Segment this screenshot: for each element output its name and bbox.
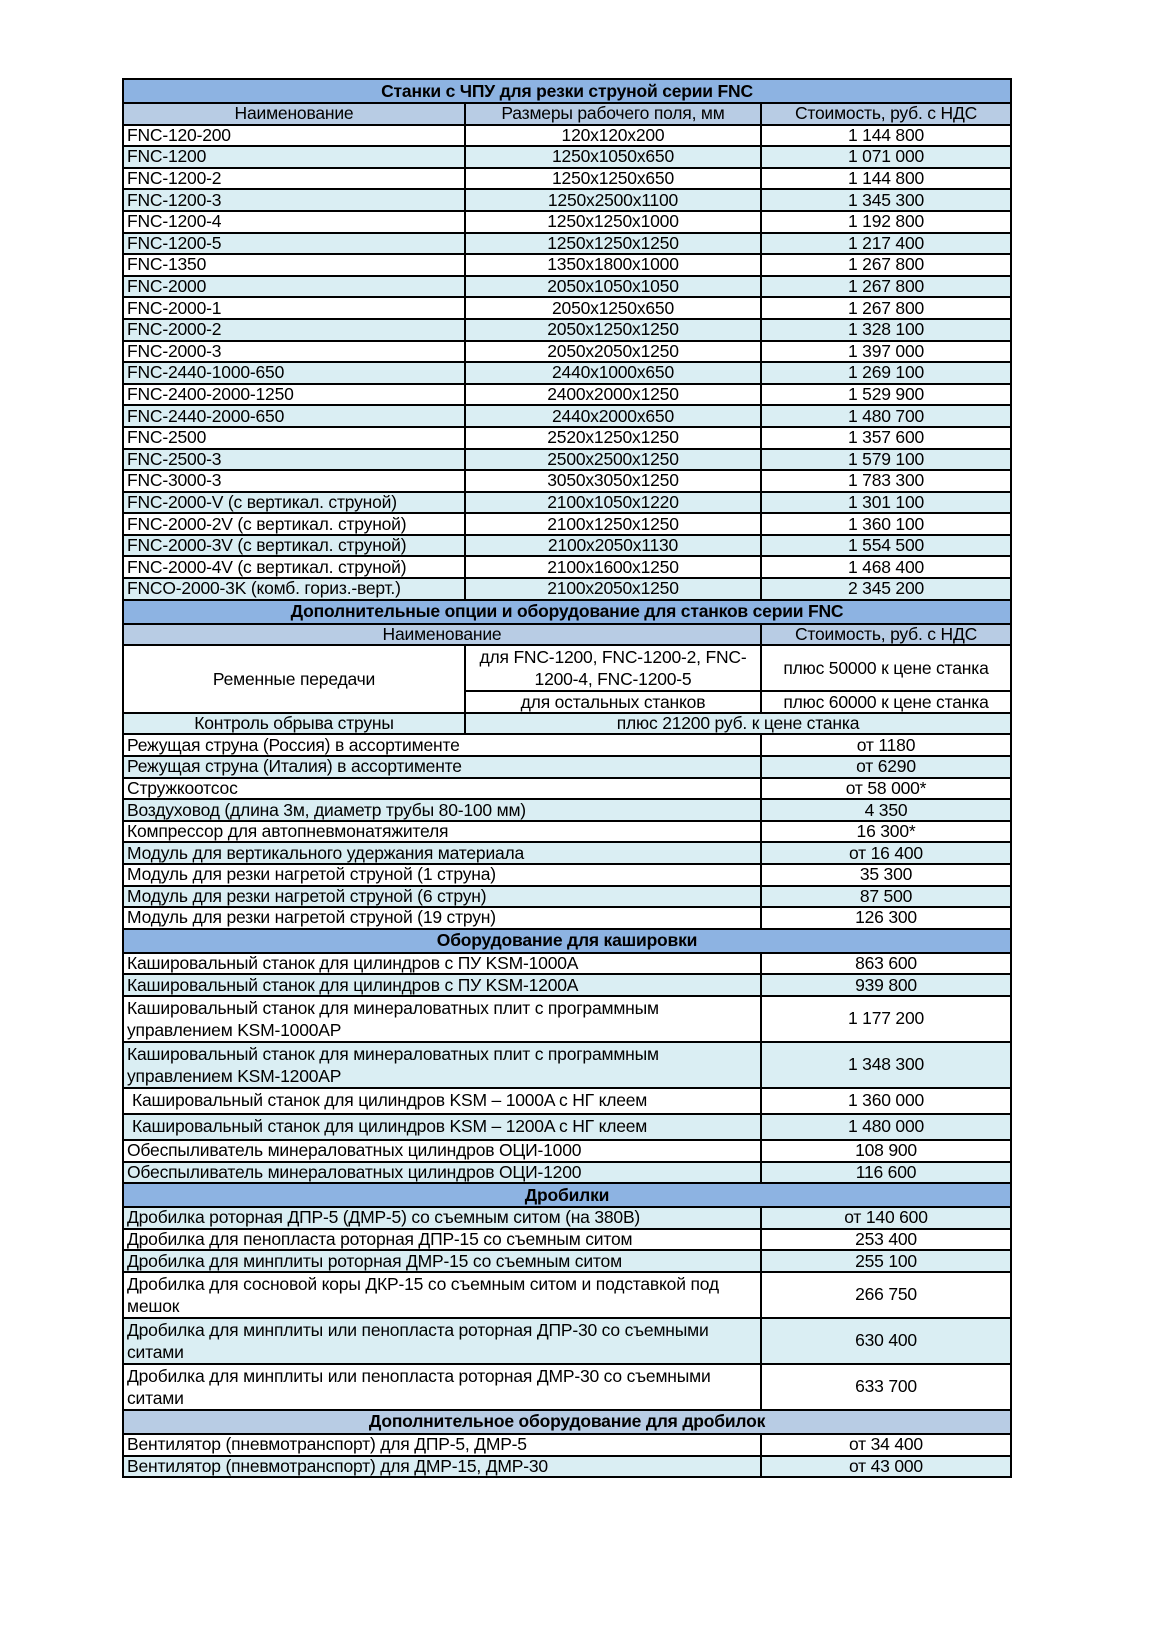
price: от 43 000 <box>761 1456 1011 1478</box>
price: 939 800 <box>761 974 1011 996</box>
price: 1 480 700 <box>761 405 1011 427</box>
price: 1 360 100 <box>761 513 1011 535</box>
price: 1 529 900 <box>761 384 1011 406</box>
price: 1 269 100 <box>761 362 1011 384</box>
column-header-size: Размеры рабочего поля, мм <box>465 103 761 125</box>
machine-name: FNC-2000-4V (с вертикал. струной) <box>123 556 465 578</box>
price: 108 900 <box>761 1140 1011 1162</box>
table-row <box>123 1140 1011 1162</box>
table-row <box>123 189 1011 211</box>
table-row <box>123 405 1011 427</box>
table-row <box>123 449 1011 471</box>
table-row <box>123 1250 1011 1272</box>
machine-name: FNC-2440-1000-650 <box>123 362 465 384</box>
price: 1 554 500 <box>761 535 1011 557</box>
table-row <box>123 233 1011 255</box>
machine-name: FNC-2400-2000-1250 <box>123 384 465 406</box>
price: 87 500 <box>761 886 1011 908</box>
price-list-sheet <box>122 78 1010 1478</box>
item-name: Обеспыливатель минераловатных цилиндров ОЦИ-1200 <box>123 1162 761 1184</box>
table-row <box>123 168 1011 190</box>
table-row <box>123 756 1011 778</box>
section-title: Дополнительные опции и оборудование для станков серии FNC <box>123 600 1011 624</box>
table-row <box>123 1162 1011 1184</box>
work-area-size: 2500x2500x1250 <box>465 449 761 471</box>
item-name: Модуль для резки нагретой струной (6 струн) <box>123 886 761 908</box>
item-name: Режущая струна (Россия) в ассортименте <box>123 734 761 756</box>
item-name: Дробилка для сосновой коры ДКР-15 со съемным ситом и подставкой под мешок <box>123 1272 761 1318</box>
machine-name: FNC-2000 <box>123 276 465 298</box>
section-title: Станки с ЧПУ для резки струной серии FNC <box>123 79 1011 103</box>
price: 4 350 <box>761 799 1011 821</box>
price: 1 783 300 <box>761 470 1011 492</box>
price: 1 217 400 <box>761 233 1011 255</box>
item-name: Режущая струна (Италия) в ассортименте <box>123 756 761 778</box>
table-row <box>123 125 1011 147</box>
section-header-crusher-extras <box>123 1410 1011 1434</box>
table-row <box>123 1456 1011 1478</box>
work-area-size: 2050x1250x650 <box>465 297 761 319</box>
table-row <box>123 799 1011 821</box>
item-name: Кашировальный станок для цилиндров KSM – 1000A с НГ клеем <box>123 1088 761 1114</box>
price: 633 700 <box>761 1364 1011 1410</box>
price: 1 480 000 <box>761 1114 1011 1140</box>
price: 253 400 <box>761 1229 1011 1251</box>
machine-name: FNC-2000-V (с вертикал. струной) <box>123 492 465 514</box>
price: 1 360 000 <box>761 1088 1011 1114</box>
price: 1 144 800 <box>761 168 1011 190</box>
price: 126 300 <box>761 907 1011 929</box>
table-row <box>123 254 1011 276</box>
table-row <box>123 907 1011 929</box>
price: 16 300* <box>761 821 1011 843</box>
machine-name: FNC-2500 <box>123 427 465 449</box>
work-area-size: 2100x1600x1250 <box>465 556 761 578</box>
price: 35 300 <box>761 864 1011 886</box>
table-row <box>123 297 1011 319</box>
price: 863 600 <box>761 953 1011 975</box>
work-area-size: 2050x1250x1250 <box>465 319 761 341</box>
item-name: Дробилка роторная ДПР-5 (ДМР-5) со съемным ситом (на 380В) <box>123 1207 761 1229</box>
belt-drive-applies-to: для остальных станков <box>465 691 761 713</box>
work-area-size: 2050x2050x1250 <box>465 341 761 363</box>
price: 1 071 000 <box>761 146 1011 168</box>
machine-name: FNC-1200-3 <box>123 189 465 211</box>
item-name: Кашировальный станок для цилиндров KSM – 1200A с НГ клеем <box>123 1114 761 1140</box>
item-name: Воздуховод (длина 3м, диаметр трубы 80-100 мм) <box>123 799 761 821</box>
table-row <box>123 211 1011 233</box>
item-name: Модуль для вертикального удержания материала <box>123 842 761 864</box>
price: 1 357 600 <box>761 427 1011 449</box>
table-row <box>123 842 1011 864</box>
price: от 6290 <box>761 756 1011 778</box>
machine-name: FNC-3000-3 <box>123 470 465 492</box>
machine-name: FNC-2000-2 <box>123 319 465 341</box>
machine-name: FNC-1200-4 <box>123 211 465 233</box>
work-area-size: 2440x1000x650 <box>465 362 761 384</box>
table-row <box>123 1114 1011 1140</box>
table-row <box>123 734 1011 756</box>
price: 1 348 300 <box>761 1042 1011 1088</box>
machine-name: FNC-2000-2V (с вертикал. струной) <box>123 513 465 535</box>
machine-name: FNC-1200 <box>123 146 465 168</box>
price: 2 345 200 <box>761 578 1011 600</box>
item-name: Стружкоотсос <box>123 778 761 800</box>
price: 1 267 800 <box>761 297 1011 319</box>
item-name: Дробилка для минплиты роторная ДМР-15 со съемным ситом <box>123 1250 761 1272</box>
table-row <box>123 427 1011 449</box>
table-row <box>123 864 1011 886</box>
price: 1 301 100 <box>761 492 1011 514</box>
belt-drive-applies-to: для FNC-1200, FNC-1200-2, FNC-1200-4, FNC-1200-5 <box>465 645 761 691</box>
table-row <box>123 1272 1011 1318</box>
work-area-size: 1350x1800x1000 <box>465 254 761 276</box>
machine-name: FNC-2000-1 <box>123 297 465 319</box>
machine-name: FNC-120-200 <box>123 125 465 147</box>
item-name: Модуль для резки нагретой струной (19 струн) <box>123 907 761 929</box>
table-row <box>123 1434 1011 1456</box>
work-area-size: 1250x2500x1100 <box>465 189 761 211</box>
item-name: Дробилка для минплиты или пенопласта роторная ДПР-30 со съемными ситами <box>123 1318 761 1364</box>
table-row <box>123 535 1011 557</box>
work-area-size: 2100x1250x1250 <box>465 513 761 535</box>
table-row <box>123 146 1011 168</box>
belt-drive-name: Ременные передачи <box>123 645 465 713</box>
item-name: Вентилятор (пневмотранспорт) для ДМР-15, ДМР-30 <box>123 1456 761 1478</box>
section-header-fnc <box>123 79 1011 103</box>
table-row <box>123 974 1011 996</box>
item-name: Обеспыливатель минераловатных цилиндров ОЦИ-1000 <box>123 1140 761 1162</box>
work-area-size: 2400x2000x1250 <box>465 384 761 406</box>
table-row <box>123 276 1011 298</box>
price: 266 750 <box>761 1272 1011 1318</box>
table-row <box>123 1364 1011 1410</box>
table-row <box>123 886 1011 908</box>
price-table <box>122 78 1012 1478</box>
table-row <box>123 1207 1011 1229</box>
table-row <box>123 578 1011 600</box>
table-row <box>123 362 1011 384</box>
machine-name: FNC-2500-3 <box>123 449 465 471</box>
item-name: Дробилка для минплиты или пенопласта роторная ДМР-30 со съемными ситами <box>123 1364 761 1410</box>
table-row <box>123 341 1011 363</box>
work-area-size: 2100x1050x1220 <box>465 492 761 514</box>
table-row <box>123 384 1011 406</box>
work-area-size: 2440x2000x650 <box>465 405 761 427</box>
price: 1 177 200 <box>761 996 1011 1042</box>
item-name: Дробилка для пенопласта роторная ДПР-15 со съемным ситом <box>123 1229 761 1251</box>
section-header-laminating <box>123 929 1011 953</box>
table-row <box>123 492 1011 514</box>
machine-name: FNC-2440-2000-650 <box>123 405 465 427</box>
price: 1 468 400 <box>761 556 1011 578</box>
price: 630 400 <box>761 1318 1011 1364</box>
break-control-price: плюс 21200 руб. к цене станка <box>465 713 1011 735</box>
section-title: Дополнительное оборудование для дробилок <box>123 1410 1011 1434</box>
section-title: Дробилки <box>123 1183 1011 1207</box>
work-area-size: 2050x1050x1050 <box>465 276 761 298</box>
work-area-size: 120x120x200 <box>465 125 761 147</box>
table-row <box>123 1229 1011 1251</box>
work-area-size: 1250x1250x1250 <box>465 233 761 255</box>
item-name: Кашировальный станок для цилиндров с ПУ KSM-1200A <box>123 974 761 996</box>
work-area-size: 2100x2050x1130 <box>465 535 761 557</box>
price: 255 100 <box>761 1250 1011 1272</box>
price: 1 267 800 <box>761 276 1011 298</box>
table-row <box>123 1088 1011 1114</box>
column-header-price: Стоимость, руб. с НДС <box>761 103 1011 125</box>
table-row <box>123 556 1011 578</box>
item-name: Кашировальный станок для цилиндров с ПУ KSM-1000A <box>123 953 761 975</box>
price: 1 267 800 <box>761 254 1011 276</box>
table-row <box>123 1042 1011 1088</box>
belt-drive-price: плюс 50000 к цене станка <box>761 645 1011 691</box>
work-area-size: 2520x1250x1250 <box>465 427 761 449</box>
table-row <box>123 996 1011 1042</box>
price: от 1180 <box>761 734 1011 756</box>
work-area-size: 1250x1250x650 <box>465 168 761 190</box>
table-row-break-control <box>123 713 1011 735</box>
section-title: Оборудование для кашировки <box>123 929 1011 953</box>
item-name: Кашировальный станок для минераловатных плит с программным управлением KSM-1000AP <box>123 996 761 1042</box>
section-header-options <box>123 600 1011 624</box>
column-header-price: Стоимость, руб. с НДС <box>761 624 1011 646</box>
price: 1 144 800 <box>761 125 1011 147</box>
price: от 58 000* <box>761 778 1011 800</box>
work-area-size: 1250x1050x650 <box>465 146 761 168</box>
item-name: Компрессор для автопневмонатяжителя <box>123 821 761 843</box>
break-control-name: Контроль обрыва струны <box>123 713 465 735</box>
table-row <box>123 470 1011 492</box>
belt-drive-price: плюс 60000 к цене станка <box>761 691 1011 713</box>
table-row <box>123 953 1011 975</box>
table-row <box>123 778 1011 800</box>
price: 116 600 <box>761 1162 1011 1184</box>
machine-name: FNCO-2000-3K (комб. гориз.-верт.) <box>123 578 465 600</box>
machine-name: FNC-2000-3 <box>123 341 465 363</box>
machine-name: FNC-2000-3V (с вертикал. струной) <box>123 535 465 557</box>
table-row <box>123 821 1011 843</box>
item-name: Модуль для резки нагретой струной (1 струна) <box>123 864 761 886</box>
price: 1 192 800 <box>761 211 1011 233</box>
section-header-crushers <box>123 1183 1011 1207</box>
price: от 16 400 <box>761 842 1011 864</box>
machine-name: FNC-1200-2 <box>123 168 465 190</box>
work-area-size: 1250x1250x1000 <box>465 211 761 233</box>
price: 1 328 100 <box>761 319 1011 341</box>
machine-name: FNC-1350 <box>123 254 465 276</box>
item-name: Вентилятор (пневмотранспорт) для ДПР-5, ДМР-5 <box>123 1434 761 1456</box>
item-name: Кашировальный станок для минераловатных плит с программным управлением KSM-1200AP <box>123 1042 761 1088</box>
price: от 140 600 <box>761 1207 1011 1229</box>
price: 1 579 100 <box>761 449 1011 471</box>
table-row <box>123 1318 1011 1364</box>
work-area-size: 2100x2050x1250 <box>465 578 761 600</box>
table-row-belt-drive <box>123 645 1011 691</box>
table-row <box>123 319 1011 341</box>
machine-name: FNC-1200-5 <box>123 233 465 255</box>
column-header-row <box>123 624 1011 646</box>
price: от 34 400 <box>761 1434 1011 1456</box>
column-header-row <box>123 103 1011 125</box>
table-row <box>123 513 1011 535</box>
column-header-name: Наименование <box>123 624 761 646</box>
column-header-name: Наименование <box>123 103 465 125</box>
price: 1 397 000 <box>761 341 1011 363</box>
price: 1 345 300 <box>761 189 1011 211</box>
work-area-size: 3050x3050x1250 <box>465 470 761 492</box>
